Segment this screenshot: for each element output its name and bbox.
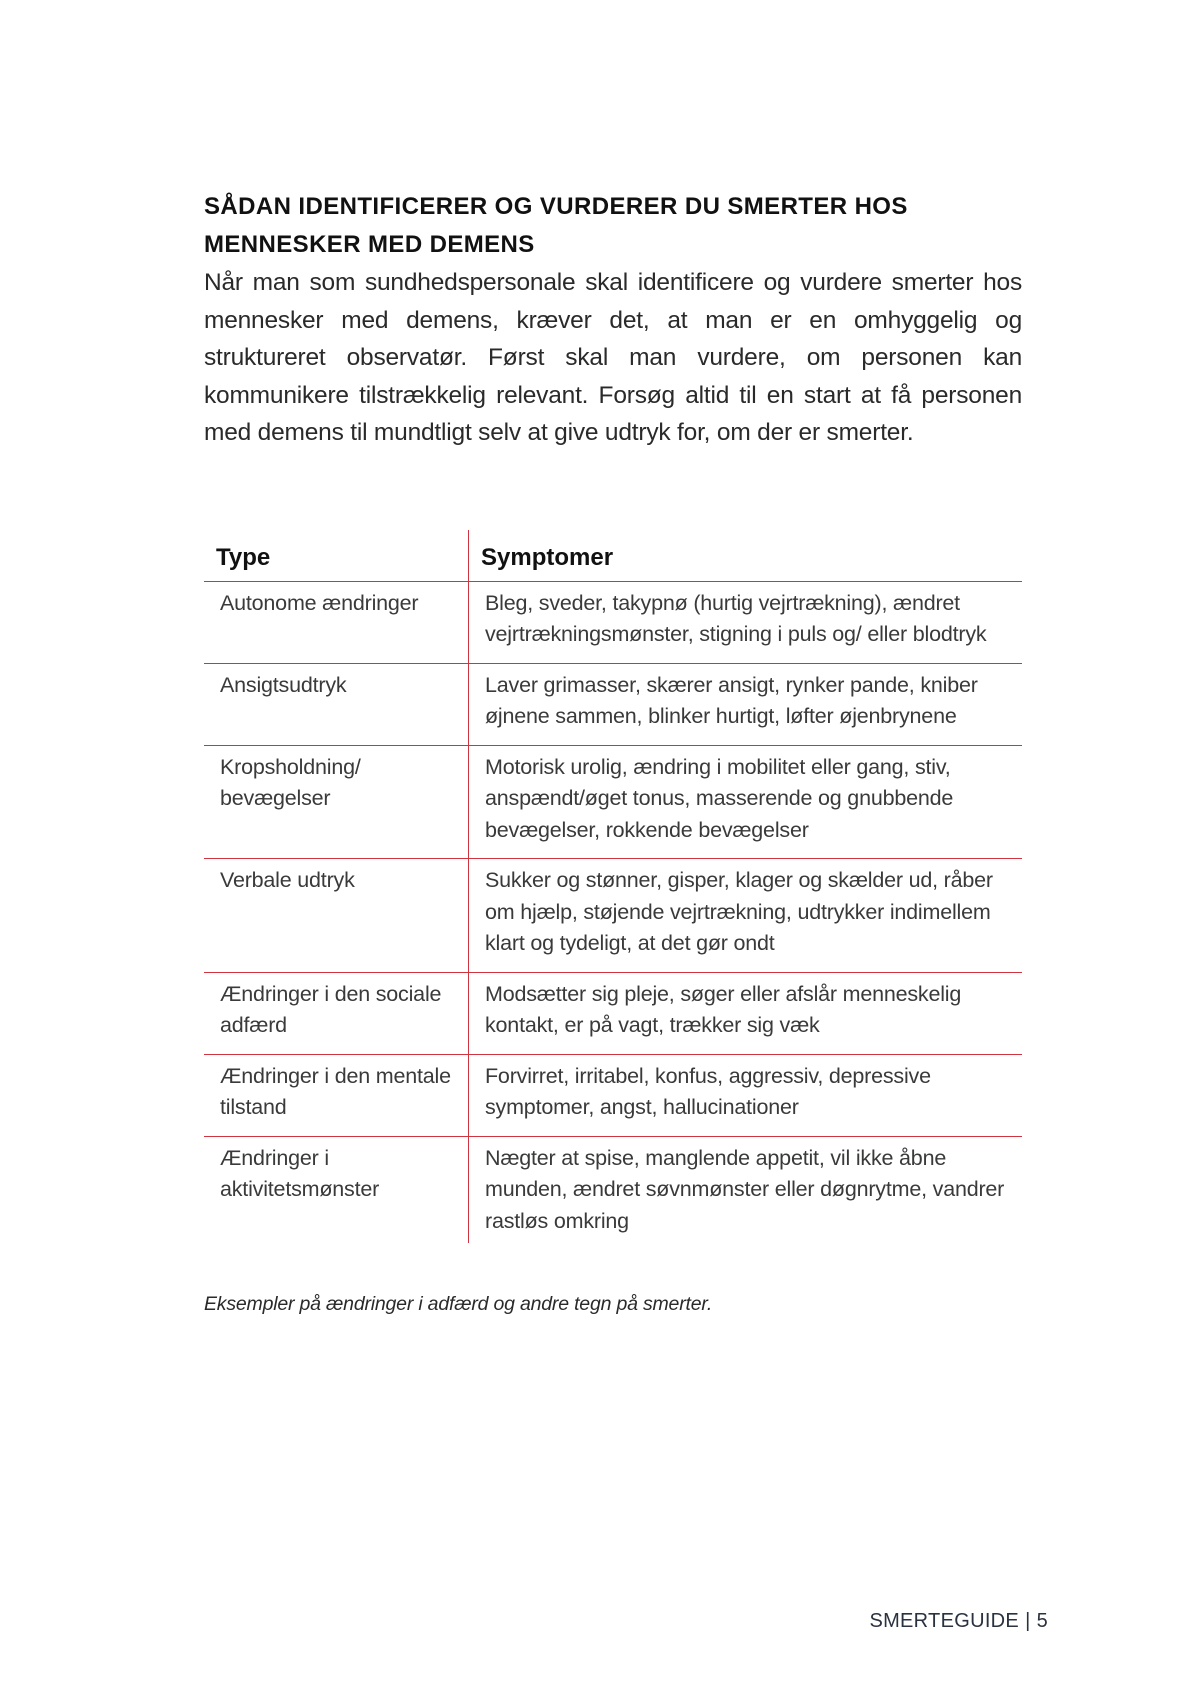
- cell-symptoms: Bleg, sveder, takypnø (hurtig vejrtrækning), ændret vejrtrækningsmønster, stigning i puls og/ eller blodtryk: [469, 581, 1023, 663]
- cell-symptoms: Motorisk urolig, ændring i mobilitet eller gang, stiv, anspændt/øget tonus, masserende og gnubbende bevægelser, rokkende bevægelser: [469, 745, 1023, 859]
- table-row: [204, 745, 1022, 859]
- cell-symptoms: Laver grimasser, skærer ansigt, rynker pande, kniber øjnene sammen, blinker hurtigt, løfter øjenbrynene: [469, 663, 1023, 745]
- footer-title: SMERTEGUIDE: [869, 1610, 1020, 1632]
- cell-type: Kropsholdning/ bevægelser: [204, 745, 469, 859]
- pain-symptoms-table: [204, 530, 1022, 1244]
- table-row: [204, 581, 1022, 663]
- table-row: [204, 663, 1022, 745]
- cell-type: Autonome ændringer: [204, 581, 469, 663]
- table-caption: Eksempler på ændringer i adfærd og andre tegn på smerter.: [204, 1293, 713, 1315]
- cell-symptoms: Sukker og stønner, gisper, klager og skælder ud, råber om hjælp, støjende vejrtrækning, udtrykker indimellem klart og tydeligt, at det gør ondt: [469, 859, 1023, 973]
- cell-symptoms: Modsætter sig pleje, søger eller afslår menneskelig kontakt, er på vagt, trækker sig væk: [469, 972, 1023, 1054]
- table-header-row: [204, 530, 1022, 582]
- page-heading: SÅDAN IDENTIFICERER OG VURDERER DU SMERTER HOS MENNESKER MED DEMENS: [204, 193, 908, 258]
- cell-symptoms: Forvirret, irritabel, konfus, aggressiv, depressive symptomer, angst, hallucinationer: [469, 1054, 1023, 1136]
- page-footer: [869, 1610, 1048, 1633]
- cell-type: Ansigtsudtryk: [204, 663, 469, 745]
- cell-symptoms: Nægter at spise, manglende appetit, vil ikke åbne munden, ændret søvnmønster eller døgnrytme, vandrer rastløs omkring: [485, 1145, 1005, 1233]
- header-type: Type: [204, 530, 469, 582]
- header-symptoms: Symptomer: [469, 530, 1023, 582]
- table-row: [204, 1136, 1022, 1243]
- table-row: [204, 1054, 1022, 1136]
- page-content: [204, 188, 1022, 1316]
- cell-type: Verbale udtryk: [204, 859, 469, 973]
- cell-type: Ændringer i den sociale adfærd: [204, 972, 469, 1054]
- cell-type: Ændringer i den mentale tilstand: [204, 1054, 469, 1136]
- table-row: [204, 859, 1022, 973]
- cell-type: Ændringer i aktivitetsmønster: [204, 1136, 469, 1243]
- intro-paragraph: Når man som sundhedspersonale skal identificere og vurdere smerter hos mennesker med demens, kræver det, at man er en omhyggelig og struktureret observatør. Først skal man vurdere, om personen kan kommunikere tilstrækkelig relevant. Forsøg altid til en start at få personen med demens til mundtligt selv at give udtryk for, om der er smerter.: [204, 269, 1022, 446]
- table-row: [204, 972, 1022, 1054]
- footer-separator: |: [1025, 1610, 1031, 1632]
- page-number: 5: [1036, 1610, 1048, 1632]
